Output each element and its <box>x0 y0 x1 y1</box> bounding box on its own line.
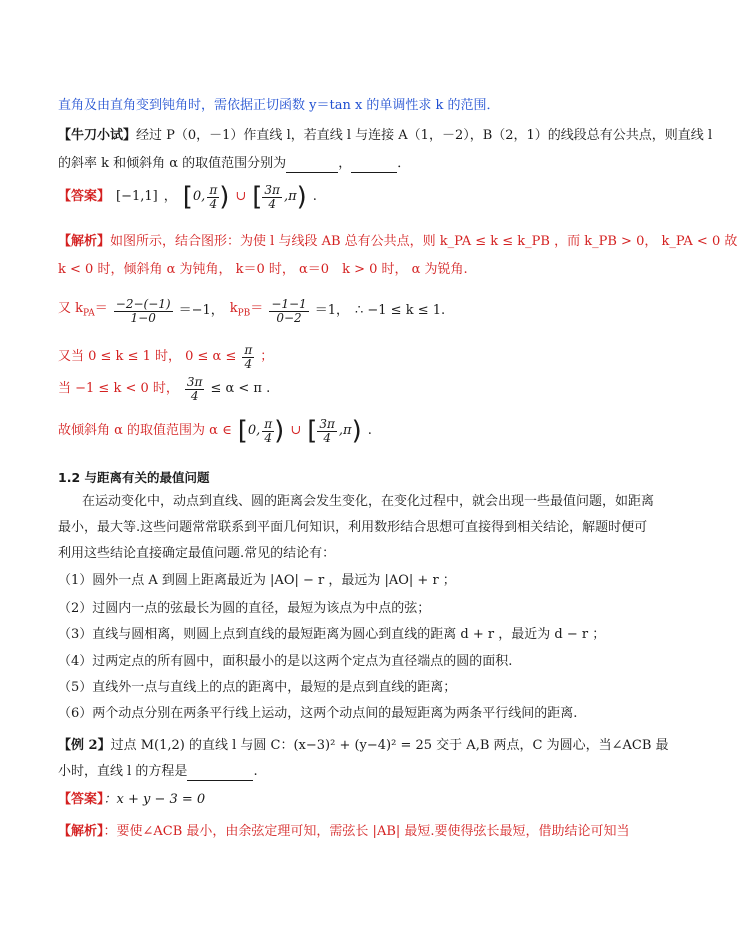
conclusion-item-4: （4）过两定点的所有圆中，面积最小的是以这两个定点为直径端点的圆的面积. <box>58 654 513 669</box>
slope-computation: 又 $k_{PA}=$ $\frac{-2-(-1)}{1-0}$ ＝−1， $k_{PB}=$ $\frac{-1-1}{0-2}$ ＝1， ∴ −1 ≤ k ≤ 1. <box>58 297 446 325</box>
kpa-fraction: $\frac{-2-(-1)}{1-0}$ <box>115 297 171 325</box>
section-paragraph-line3: 利用这些结论直接确定最值问题.常见的结论有： <box>58 546 336 561</box>
conclusion-item-5: （5）直线外一点与直线上的点的距离中，最短的是点到直线的距离； <box>58 680 457 695</box>
case-nonnegative: 又当 0 ≤ k ≤ 1 时， 0 ≤ α ≤ $\frac{\pi}{4}$ ； <box>58 343 274 371</box>
analysis-tag: 【解析】 <box>58 234 111 249</box>
conclusion-item-2: （2）过圆内一点的弦最长为圆的直径，最短为该点为中点的弦； <box>58 601 431 616</box>
union-symbol: ∪ <box>235 188 247 204</box>
case-negative: 当 −1 ≤ k < 0 时， $\frac{3\pi}{4}$ ≤ α < π . <box>58 375 271 403</box>
final-angle-range: 故倾斜角 α 的取值范围为 α ∈ [ 0, $\frac{\pi}{4}$ ) ∪ [ $\frac{3\pi}{4}$ ,π ) . <box>58 416 372 447</box>
conclusion-item-6: （6）两个动点分别在两条平行线上运动，这两个动点间的最短距离为两条平行线间的距离. <box>58 706 578 721</box>
example2-line2: 小时，直线 l 的方程是 . <box>58 764 258 779</box>
trial-tag: 【牛刀小试】 <box>58 128 137 143</box>
trial-text-line2: 的斜率 k 和倾斜角 α 的取值范围分别为 <box>58 156 287 171</box>
trial-problem-line1 <box>58 128 712 145</box>
trial-problem-line2 <box>58 156 410 173</box>
analysis-line2: k < 0 时，倾斜角 α 为钝角， k＝0 时， α＝0 k > 0 时， α 为锐角. <box>58 262 468 277</box>
example2-line1 <box>58 738 669 755</box>
angle-range-part2: [ $\frac{3\pi}{4}$ ,π ) <box>252 182 307 213</box>
analysis-tag: 【解析】 <box>58 824 104 839</box>
separator: ， <box>338 156 352 171</box>
conclusion-item-3: （3）直线与圆相离，则圆上点到直线的最短距离为圆心到直线的距离 d + r ，最近为 d − r ； <box>58 627 606 642</box>
answer-equation: ：x + y − 3 = 0 <box>103 792 206 807</box>
answer-tag: 【答案】 <box>58 188 111 204</box>
section-title: 1.2 与距离有关的最值问题 <box>58 470 210 485</box>
angle-range-part1: [ 0, $\frac{\pi}{4}$ ) <box>182 182 230 213</box>
analysis-text: ：要使∠ACB 最小，由余弦定理可知，需弦长 |AB| 最短.要使得弦长最短，借助结论可知当 <box>103 824 630 839</box>
conclusion-item-1: （1）圆外一点 A 到圆上距离最近为 |AO| − r ，最远为 |AO| + r ； <box>58 573 456 588</box>
answer-tag: 【答案】 <box>58 792 104 807</box>
kpb-fraction: $\frac{-1-1}{0-2}$ <box>271 297 307 325</box>
slope-range: [−1,1] <box>116 188 158 204</box>
example2-tag: 【例 2】 <box>58 738 111 753</box>
comma: ， <box>163 188 177 204</box>
example2-text: 过点 M(1,2) 的直线 l 与圆 C：(x−3)² + (y−4)² = 25 交于 A,B 两点，C 为圆心，当∠ACB 最 <box>110 738 669 753</box>
analysis-text-1: 如图所示，结合图形：为使 l 与线段 AB 总有公共点，则 k_PA ≤ k ≤ k_PB ，而 k_PB > 0， k_PA < 0 故 <box>110 234 737 249</box>
example2-analysis <box>58 824 630 841</box>
trial-answer <box>58 182 317 213</box>
period: . <box>312 188 317 204</box>
answer-blank-2 <box>351 172 397 173</box>
answer-blank <box>187 780 253 781</box>
section-paragraph-line1: 在运动变化中，动点到直线、圆的距离会发生变化，在变化过程中，就会出现一些最值问题，如距离 <box>82 494 655 509</box>
section-paragraph-line2: 最小，最大等.这些问题常常联系到平面几何知识，利用数形结合思想可直接得到相关结论，解题时便可 <box>58 520 648 535</box>
analysis-line1 <box>58 234 737 251</box>
answer-blank-1 <box>286 172 338 173</box>
slope-conclusion: ∴ −1 ≤ k ≤ 1. <box>354 302 446 318</box>
intro-text: 直角及由直角变到钝角时，需依据正切函数 y＝tan x 的单调性求 k 的范围． <box>58 98 500 113</box>
period: ． <box>397 156 411 171</box>
example2-answer <box>58 792 205 809</box>
trial-text-line1: 经过 P（0，－1）作直线 l，若直线 l 与连接 A（1，－2），B（2，1）的线段总有公共点，则直线 l <box>136 128 713 143</box>
